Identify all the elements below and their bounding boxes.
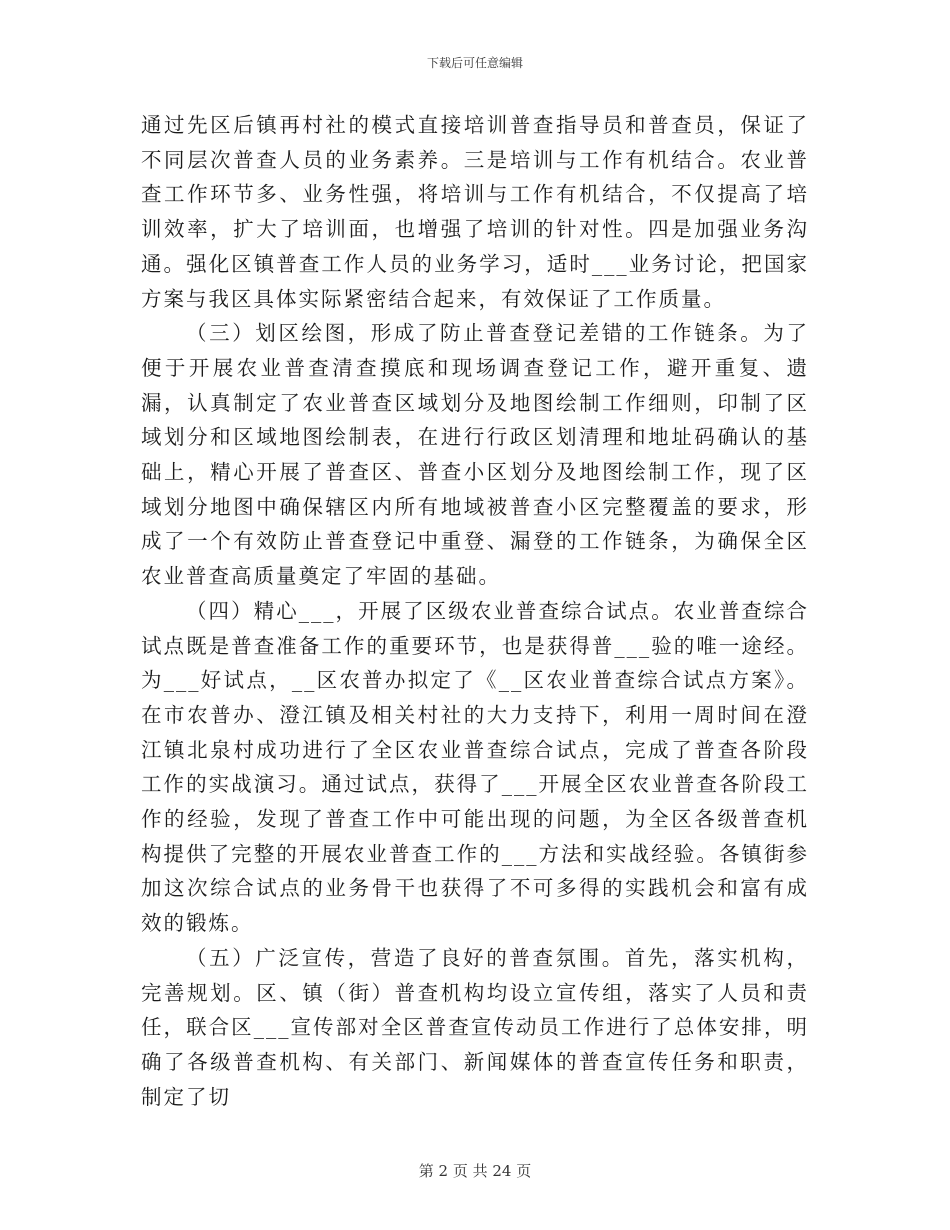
page-number: 第 2 页 共 24 页 [418,1162,532,1180]
page-header: 下载后可任意编辑 [426,56,523,70]
paragraph-pilot: （四）精心___，开展了区级农业普查综合试点。农业普查综合试点既是普查准备工作的重要环节，也是获得普___验的唯一途经。为___好试点，__区农普办拟定了《__区农业普查综合试点方案》。在市农普办、澄江镇及相关村社的大力支持下，利用一周时间在澄江镇北泉村成功进行了全区农业普查综合试点，完成了普查各阶段工作的实战演习。通过试点，获得了___开展全区农业普查各阶段工作的经验，发现了普查工作中可能出现的问题，为全区各级普查机构提供了完整的开展农业普查工作的___方法和实战经验。各镇街参加这次综合试点的业务骨干也获得了不可多得的实践机会和富有成效的锻炼。 [141,598,809,936]
paragraph-training: 通过先区后镇再村社的模式直接培训普查指导员和普查员，保证了不同层次普查人员的业务素养。三是培训与工作有机结合。农业普查工作环节多、业务性强，将培训与工作有机结合，不仅提高了培训效率，扩大了培训面，也增强了培训的针对性。四是加强业务沟通。强化区镇普查工作人员的业务学习，适时___业务讨论，把国家方案与我区具体实际紧密结合起来，有效保证了工作质量。 [141,113,809,311]
document-body [141,108,809,1114]
paragraph-publicity: （五）广泛宣传，营造了良好的普查氛围。首先，落实机构，完善规划。区、镇（街）普查机构均设立宣传组，落实了人员和责任，联合区___宣传部对全区普查宣传动员工作进行了总体安排，明确了各级普查机构、有关部门、新闻媒体的普查宣传任务和职责，制定了切 [141,945,809,1109]
paragraph-mapping: （三）划区绘图，形成了防止普查登记差错的工作链条。为了便于开展农业普查清查摸底和现场调查登记工作，避开重复、遗漏，认真制定了农业普查区域划分及地图绘制工作细则，印制了区域划分和区域地图绘制表，在进行行政区划清理和地址码确认的基础上，精心开展了普查区、普查小区划分及地图绘制工作，现了区域划分地图中确保辖区内所有地域被普查小区完整覆盖的要求，形成了一个有效防止普查登记中重登、漏登的工作链条，为确保全区农业普查高质量奠定了牢固的基础。 [141,321,809,589]
